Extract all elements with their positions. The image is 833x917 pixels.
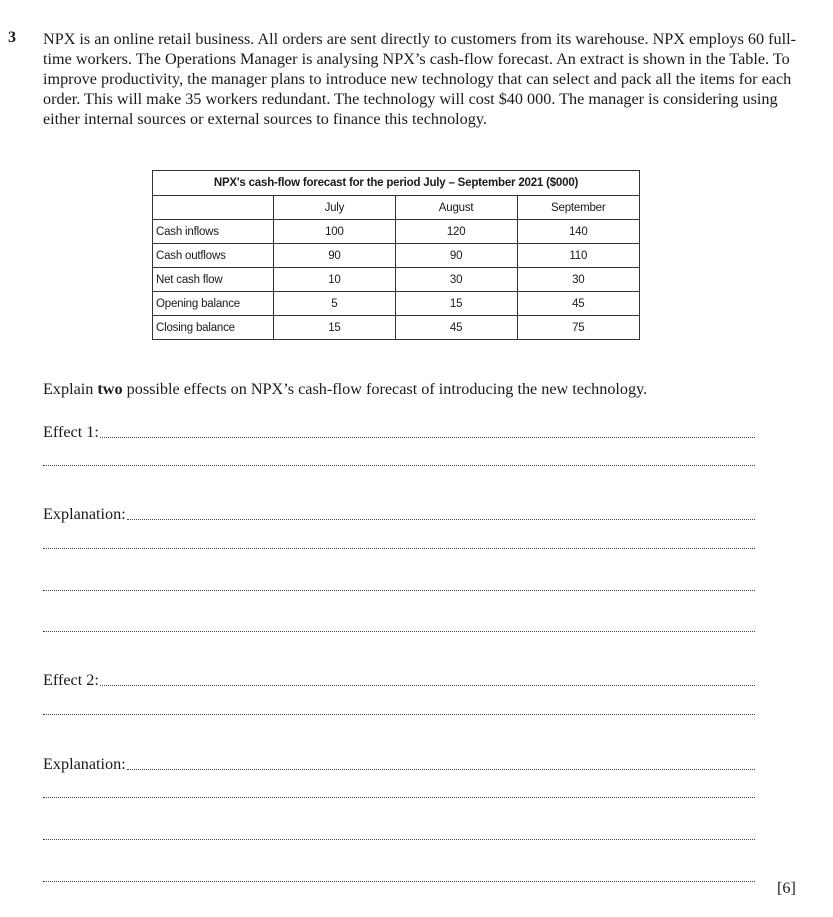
answer-dots: [43, 589, 755, 591]
explanation-1-answer-line[interactable]: [43, 505, 755, 524]
table-cell: 100: [274, 220, 396, 244]
table-cell: 30: [517, 268, 639, 292]
explanation-2-label: Explanation:: [43, 755, 126, 773]
answer-line[interactable]: [43, 880, 755, 886]
column-header-july: July: [274, 196, 396, 220]
answer-dots: [100, 684, 755, 686]
table-row: [153, 292, 640, 316]
effect-2-label: Effect 2:: [43, 671, 99, 689]
marks-allocation: [6]: [777, 879, 796, 897]
table-title: NPX's cash-flow forecast for the period July – September 2021 ($000): [153, 171, 640, 196]
table-header-blank: [153, 196, 274, 220]
answer-dots: [43, 630, 755, 632]
effect-2-answer-line[interactable]: [43, 671, 755, 690]
answer-line[interactable]: [43, 589, 755, 595]
prompt-text-bold: two: [97, 380, 123, 398]
answer-dots: [100, 436, 755, 438]
row-label-cash-inflows: Cash inflows: [153, 220, 274, 244]
row-label-net-cash-flow: Net cash flow: [153, 268, 274, 292]
answer-dots: [127, 518, 755, 520]
table-row: [153, 220, 640, 244]
table-title-row: [153, 171, 640, 196]
prompt-text-pre: Explain: [43, 380, 98, 398]
answer-dots: [43, 796, 755, 798]
row-label-closing-balance: Closing balance: [153, 316, 274, 340]
table-row: [153, 316, 640, 340]
table-cell: 15: [274, 316, 396, 340]
answer-dots: [43, 713, 755, 715]
question-prompt: [43, 380, 647, 399]
table-header-row: [153, 196, 640, 220]
answer-dots: [43, 547, 755, 549]
question-intro: [43, 29, 803, 129]
answer-dots: [43, 838, 755, 840]
table-cell: 75: [517, 316, 639, 340]
explanation-2-answer-line[interactable]: [43, 755, 755, 774]
answer-line[interactable]: [43, 630, 755, 636]
table-cell: 30: [395, 268, 517, 292]
table-cell: 90: [395, 244, 517, 268]
table-cell: 5: [274, 292, 396, 316]
table-cell: 45: [395, 316, 517, 340]
effect-1-label: Effect 1:: [43, 423, 99, 441]
intro-paragraph: NPX is an online retail business. All orders are sent directly to customers from its warehouse. NPX employs 60 full-time workers. The Operations Manager is analysing NPX’s cash-flow forecast. An extract is shown in the Table. To improve productivity, the manager plans to introduce new technology that can select and pack all the items for each order. This will make 35 workers redundant. The technology will cost $40 000. The manager is considering using either internal sources or external sources to finance this technology.: [43, 30, 797, 128]
row-label-opening-balance: Opening balance: [153, 292, 274, 316]
table-cell: 90: [274, 244, 396, 268]
row-label-cash-outflows: Cash outflows: [153, 244, 274, 268]
table-row: [153, 268, 640, 292]
effect-1-answer-line[interactable]: [43, 423, 755, 442]
table-cell: 140: [517, 220, 639, 244]
explanation-1-label: Explanation:: [43, 505, 126, 523]
cash-flow-table: [152, 170, 640, 340]
answer-line[interactable]: [43, 464, 755, 470]
answer-dots: [43, 880, 755, 882]
answer-line[interactable]: [43, 547, 755, 553]
column-header-september: September: [517, 196, 639, 220]
answer-line[interactable]: [43, 796, 755, 802]
prompt-text-post: possible effects on NPX’s cash-flow forecast of introducing the new technology.: [122, 380, 648, 398]
column-header-august: August: [395, 196, 517, 220]
table-row: [153, 244, 640, 268]
question-number: 3: [8, 29, 16, 46]
table-cell: 45: [517, 292, 639, 316]
answer-dots: [127, 768, 755, 770]
answer-dots: [43, 464, 755, 466]
table-cell: 120: [395, 220, 517, 244]
answer-line[interactable]: [43, 838, 755, 844]
table-cell: 110: [517, 244, 639, 268]
answer-line[interactable]: [43, 713, 755, 719]
table-cell: 15: [395, 292, 517, 316]
table-cell: 10: [274, 268, 396, 292]
